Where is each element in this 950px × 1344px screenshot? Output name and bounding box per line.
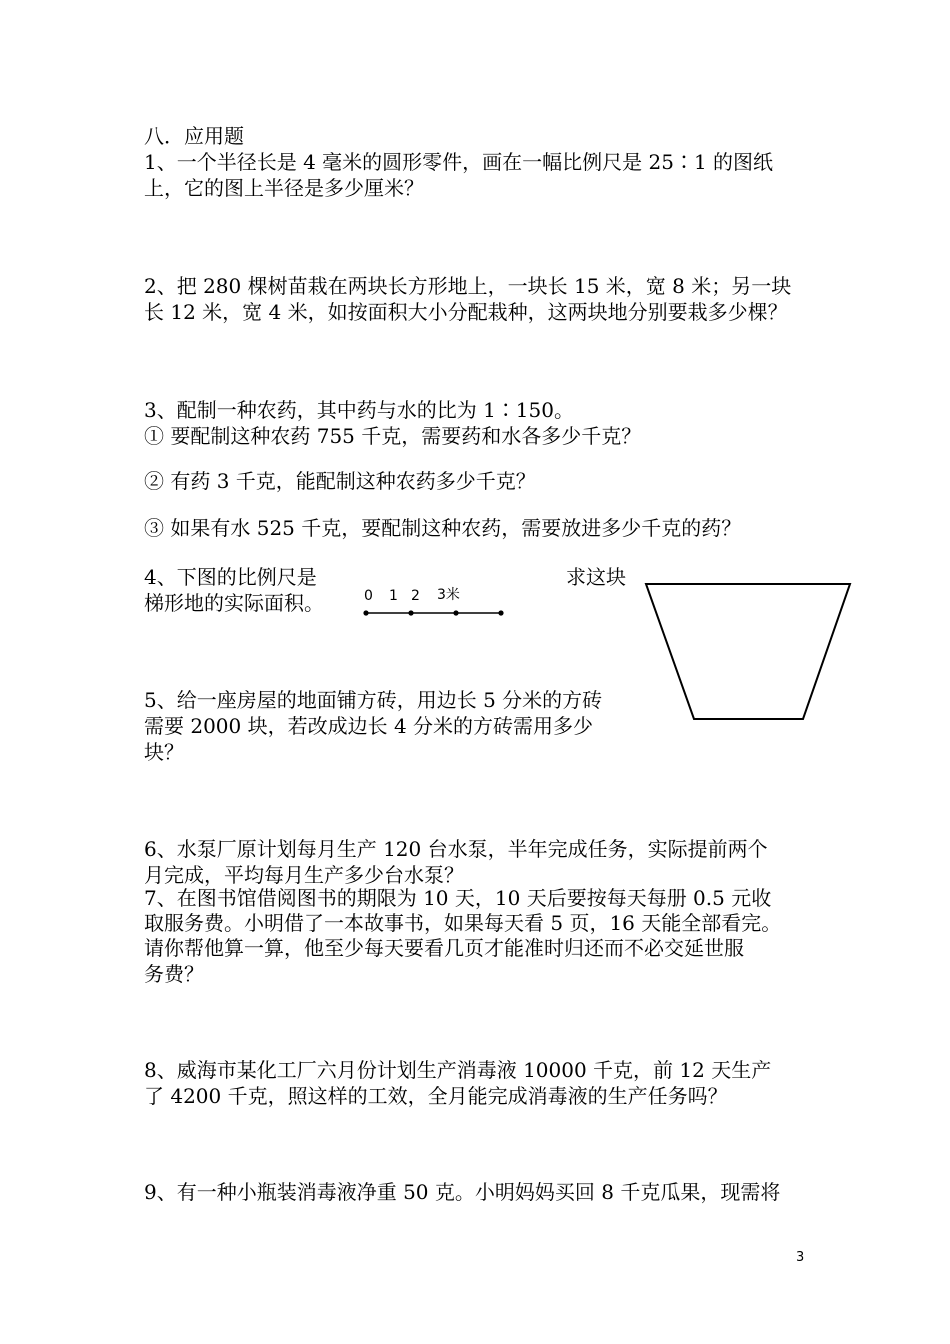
scale-tick-label-2: 2 [411, 588, 420, 604]
question-7-line-2: 取服务费。小明借了一本故事书，如果每天看 5 页，16 天能全部看完。 [144, 911, 782, 935]
question-1-line-1: 1、一个半径长是 4 毫米的圆形零件，画在一幅比例尺是 25∶1 的图纸 [144, 150, 774, 174]
scale-tick-label-3: 3米 [437, 587, 460, 603]
trapezoid-shape [646, 584, 850, 719]
question-5-line-3: 块？ [144, 740, 184, 764]
question-3-sub-3: ③ 如果有水 525 千克，要配制这种农药，需要放进多少千克的药？ [144, 516, 742, 540]
scale-bar-dot-2 [453, 610, 458, 615]
trapezoid-figure [640, 578, 860, 728]
question-3-sub-2: ② 有药 3 千克，能配制这种农药多少千克？ [144, 469, 536, 493]
question-9-line-1: 9、有一种小瓶装消毒液净重 50 克。小明妈妈买回 8 千克瓜果，现需将 [144, 1180, 781, 1204]
question-2-line-1: 2、把 280 棵树苗栽在两块长方形地上，一块长 15 米，宽 8 米；另一块 [144, 274, 792, 298]
scale-bar-dot-1 [408, 610, 413, 615]
question-1-line-2: 上，它的图上半径是多少厘米？ [144, 176, 424, 200]
scale-bar-dot-0 [363, 610, 368, 615]
page-number: 3 [796, 1250, 805, 1265]
question-4-line-2: 梯形地的实际面积。 [144, 591, 324, 615]
question-8-line-2: 了 4200 千克，照这样的工效，全月能完成消毒液的生产任务吗？ [144, 1084, 728, 1108]
question-4-line-1b: 求这块 [566, 565, 626, 589]
question-7-line-4: 务费？ [144, 962, 204, 986]
question-5-line-2: 需要 2000 块，若改成边长 4 分米的方砖需用多少 [144, 714, 594, 738]
question-7-line-1: 7、在图书馆借阅图书的期限为 10 天，10 天后要按每天每册 0.5 元收 [144, 886, 772, 910]
question-8-line-1: 8、威海市某化工厂六月份计划生产消毒液 10000 千克，前 12 天生产 [144, 1058, 772, 1082]
scale-tick-label-0: 0 [364, 588, 373, 604]
question-5-line-1: 5、给一座房屋的地面铺方砖，用边长 5 分米的方砖 [144, 688, 603, 712]
scale-bar-dot-3 [498, 610, 503, 615]
scale-tick-label-1: 1 [389, 588, 398, 604]
question-6-line-2: 月完成，平均每月生产多少台水泵？ [144, 863, 464, 887]
scale-bar [355, 602, 510, 622]
question-7-line-3: 请你帮他算一算，他至少每天要看几页才能准时归还而不必交延世服 [144, 936, 744, 960]
question-3-line-1: 3、配制一种农药，其中药与水的比为 1∶150。 [144, 398, 574, 422]
question-4-line-1a: 4、下图的比例尺是 [144, 565, 317, 589]
question-2-line-2: 长 12 米，宽 4 米，如按面积大小分配栽种，这两块地分别要栽多少棵？ [144, 300, 788, 324]
question-6-line-1: 6、水泵厂原计划每月生产 120 台水泵，半年完成任务，实际提前两个 [144, 837, 768, 861]
question-3-sub-1: ① 要配制这种农药 755 千克，需要药和水各多少千克？ [144, 424, 642, 448]
section-title: 八．应用题 [144, 124, 244, 148]
